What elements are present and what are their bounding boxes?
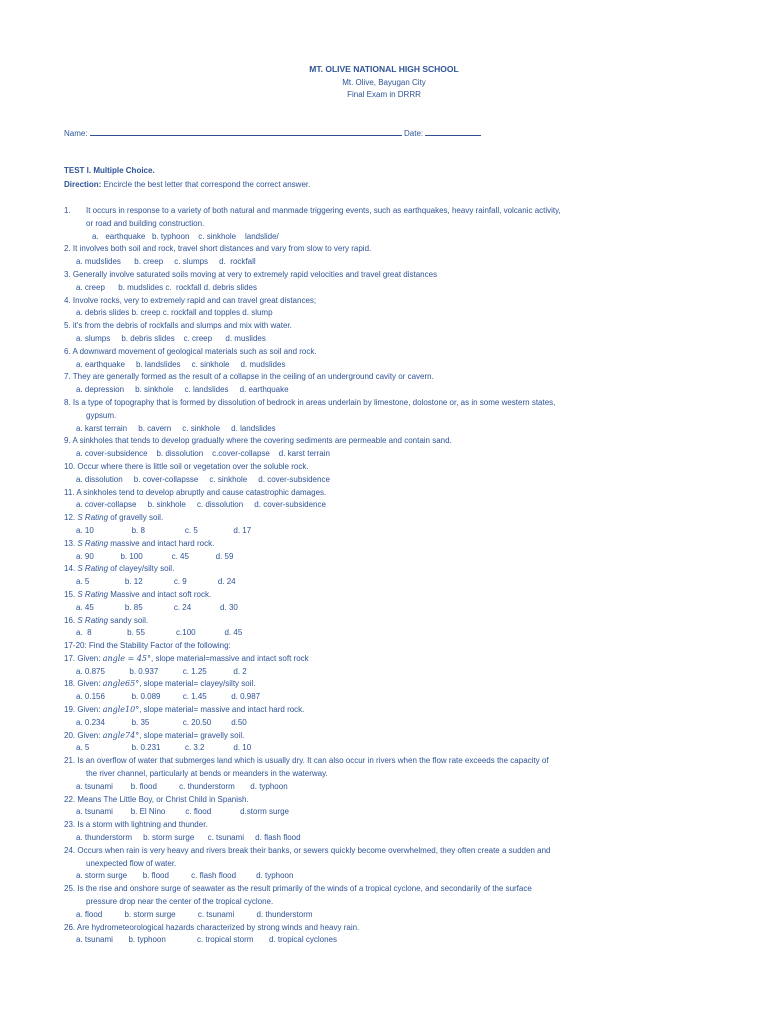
question-text: A sinkholes that tends to develop gradually where the covering sediments are permeable and contain sand. [70, 436, 452, 446]
question-number: 12. [64, 513, 76, 523]
question-italic: S Rating [77, 513, 109, 523]
question-continuation: unexpected flow of water. [86, 858, 177, 868]
question-item [0, 653, 768, 666]
answer-options: a. 0.234 b. 35 c. 20.50 d.50 [76, 717, 247, 727]
question-text: Is a storm with lightning and thunder. [75, 820, 208, 830]
question-text: Means The Little Boy, or Christ Child in Spanish. [75, 794, 249, 804]
question-math: angle65° [102, 679, 140, 689]
question-item [0, 320, 768, 333]
direction-text: Encircle the best letter that correspond the correct answer. [101, 180, 311, 189]
answer-options: a. 8 b. 55 c.100 d. 45 [76, 628, 243, 638]
question-item [0, 704, 768, 717]
answer-options: a. karst terrain b. cavern c. sinkhole d. landslides [76, 423, 276, 433]
answer-options: a. creep b. mudslides c. rockfall d. debris slides [76, 282, 257, 292]
question-text: Given: [75, 653, 103, 663]
question-continuation: the river channel, particularly at bends or meanders in the waterway. [86, 769, 328, 779]
question-text: Occurs when rain is very heavy and rivers break their banks, or sewers quickly become overwhelmed, they often create a sudden and [75, 845, 551, 855]
question-item [0, 794, 768, 807]
question-text: Given: [75, 730, 103, 740]
answer-options: a. debris slides b. creep c. rockfall and topples d. slump [76, 308, 273, 318]
question-number: 20. [64, 730, 76, 740]
question-text-2: , slope material=massive and intact soft rock [151, 653, 309, 663]
answer-options: a. 10 b. 8 c. 5 d. 17 [76, 525, 252, 535]
question-text: Massive and intact soft rock. [108, 589, 212, 599]
question-item [0, 461, 768, 474]
name-date-line [64, 127, 481, 138]
question-number: 19. [64, 705, 76, 715]
question-number: 23. [64, 820, 76, 830]
question-number: 5. [64, 321, 71, 331]
question-item [0, 346, 768, 359]
answer-options: a. cover-collapse b. sinkhole c. dissolution d. cover-subsidence [76, 500, 326, 510]
question-number: 18. [64, 679, 76, 689]
date-blank [425, 127, 481, 136]
question-number: 4. [64, 295, 71, 305]
answer-options: a. storm surge b. flood c. flash flood d. typhoon [76, 871, 294, 881]
question-item [0, 435, 768, 448]
name-label: Name: [64, 129, 88, 138]
school-name: MT. OLIVE NATIONAL HIGH SCHOOL [309, 64, 459, 74]
question-item [0, 538, 768, 551]
question-italic: S Rating [77, 538, 109, 548]
question-item [0, 295, 768, 308]
answer-options: a. 5 b. 12 c. 9 d. 24 [76, 577, 236, 587]
question-text-2: , slope material= clayey/silty soil. [139, 679, 256, 689]
question-item [0, 615, 768, 628]
question-text: of clayey/silty soil. [108, 564, 175, 574]
question-number: 22. [64, 794, 76, 804]
question-item [0, 883, 768, 909]
question-math: angle = 45° [102, 653, 152, 663]
question-item [0, 678, 768, 691]
question-item [0, 371, 768, 384]
question-text: Find the Stability Factor of the following: [86, 641, 231, 651]
answer-options: a. mudslides b. creep c. slumps d. rockfall [76, 257, 256, 267]
question-number: 6. [64, 346, 71, 356]
document-header [0, 63, 768, 101]
answer-options: a. earthquake b. landslides c. sinkhole d. mudslides [76, 359, 286, 369]
question-italic: S Rating [77, 615, 109, 625]
question-text: Given: [75, 679, 103, 689]
question-continuation: gypsum. [86, 410, 117, 420]
answer-options: a. earthquake b. typhoon c. sinkhole landslide/ [92, 231, 279, 241]
school-address: Mt. Olive, Bayugan City [342, 78, 426, 87]
question-item [0, 512, 768, 525]
question-item [0, 589, 768, 602]
question-item [0, 269, 768, 282]
question-text: it's from the debris of rockfalls and slumps and mix with water. [70, 321, 292, 331]
question-item [0, 640, 768, 653]
date-label: Date: [404, 129, 424, 138]
name-blank [90, 127, 402, 136]
question-number: 17. [64, 653, 76, 663]
test-title: TEST I. Multiple Choice. [64, 166, 155, 175]
question-item [0, 397, 768, 423]
question-number: 25. [64, 884, 76, 894]
question-item [0, 563, 768, 576]
question-text: Is a type of topography that is formed by dissolution of bedrock in areas underlain by limestone, dolostone or, as in some western states, [70, 397, 556, 407]
question-number: 11. [64, 487, 75, 497]
question-text: Given: [75, 705, 103, 715]
question-text: Generally involve saturated soils moving at very to extremely rapid velocities and travel great distances [70, 269, 438, 279]
answer-options: a. flood b. storm surge c. tsunami d. thunderstorm [76, 909, 313, 919]
question-number: 10. [64, 461, 76, 471]
question-item [0, 845, 768, 871]
answer-options: a. dissolution b. cover-collapsse c. sinkhole d. cover-subsidence [76, 474, 330, 484]
question-text: A sinkholes tend to develop abruptly and cause catastrophic damages. [74, 487, 327, 497]
question-number: 26. [64, 922, 76, 932]
question-number: 17-20: [64, 641, 87, 651]
question-text: Is an overflow of water that submerges land which is usually dry. It can also occur in rivers when the flow rate exceeds the capacity of [75, 756, 549, 766]
question-text: They are generally formed as the result of a collapse in the ceiling of an underground cavity or cavern. [70, 372, 434, 382]
question-item [0, 819, 768, 832]
question-item [0, 487, 768, 500]
question-number: 21. [64, 756, 76, 766]
question-text: sandy soil. [108, 615, 149, 625]
question-continuation: or road and building construction. [86, 218, 205, 228]
answer-options: a. slumps b. debris slides c. creep d. muslides [76, 333, 266, 343]
answer-options: a. 45 b. 85 c. 24 d. 30 [76, 602, 238, 612]
question-text: A downward movement of geological materials such as soil and rock. [70, 346, 317, 356]
answer-options: a. 90 b. 100 c. 45 d. 59 [76, 551, 234, 561]
question-text: It involves both soil and rock, travel short distances and vary from slow to very rapid. [70, 244, 372, 254]
question-text: It occurs in response to a variety of both natural and manmade triggering events, such as earthquakes, heavy rainfall, volcanic activity, [86, 206, 561, 215]
question-number: 24. [64, 845, 76, 855]
question-text: massive and intact hard rock. [108, 538, 215, 548]
question-item [0, 205, 768, 231]
question-number: 3. [64, 269, 71, 279]
question-italic: S Rating [77, 564, 109, 574]
answer-options: a. 5 b. 0.231 c. 3.2 d. 10 [76, 743, 252, 753]
question-item [0, 922, 768, 935]
question-list [0, 205, 768, 947]
question-math: angle10° [102, 705, 140, 715]
direction [64, 180, 310, 189]
question-number: 13. [64, 538, 76, 548]
exam-title: Final Exam in DRRR [347, 90, 421, 99]
answer-options: a. tsunami b. El Nino c. flood d.storm surge [76, 807, 289, 817]
question-text: of gravelly soil. [108, 513, 164, 523]
answer-options: a. thunderstorm b. storm surge c. tsunami d. flash flood [76, 833, 301, 843]
question-math: angle74° [102, 730, 140, 740]
question-number: 16. [64, 615, 76, 625]
question-number: 14. [64, 564, 76, 574]
question-number: 7. [64, 372, 71, 382]
question-item [0, 755, 768, 781]
question-item [0, 730, 768, 743]
answer-options: a. 0.875 b. 0.937 c. 1.25 d. 2 [76, 666, 247, 676]
direction-label: Direction: [64, 180, 102, 189]
question-number: 2. [64, 244, 71, 254]
question-number: 15. [64, 589, 76, 599]
question-text: Occur where there is little soil or vegetation over the soluble rock. [75, 461, 309, 471]
question-text-2: , slope material= massive and intact hard rock. [139, 705, 305, 715]
question-italic: S Rating [77, 589, 109, 599]
question-text-2: , slope material= gravelly soil. [139, 730, 245, 740]
question-continuation: pressure drop near the center of the tropical cyclone. [86, 897, 274, 907]
answer-options: a. 0.156 b. 0.089 c. 1.45 d. 0.987 [76, 692, 261, 702]
question-text: Involve rocks, very to extremely rapid and can travel great distances; [70, 295, 317, 305]
question-item [0, 243, 768, 256]
answer-options: a. cover-subsidence b. dissolution c.cover-collapse d. karst terrain [76, 449, 330, 459]
answer-options: a. tsunami b. typhoon c. tropical storm d. tropical cyclones [76, 935, 337, 945]
question-number: 9. [64, 436, 71, 446]
answer-options: a. depression b. sinkhole c. landslides d. earthquake [76, 385, 289, 395]
answer-options: a. tsunami b. flood c. thunderstorm d. typhoon [76, 781, 288, 791]
question-number: 8. [64, 397, 71, 407]
question-text: Is the rise and onshore surge of seawater as the result primarily of the winds of a tropical cyclone, and secondarily of the surface [75, 884, 532, 894]
question-number: 1. [64, 206, 71, 215]
question-text: Are hydrometeorological hazards characterized by strong winds and heavy rain. [75, 922, 360, 932]
